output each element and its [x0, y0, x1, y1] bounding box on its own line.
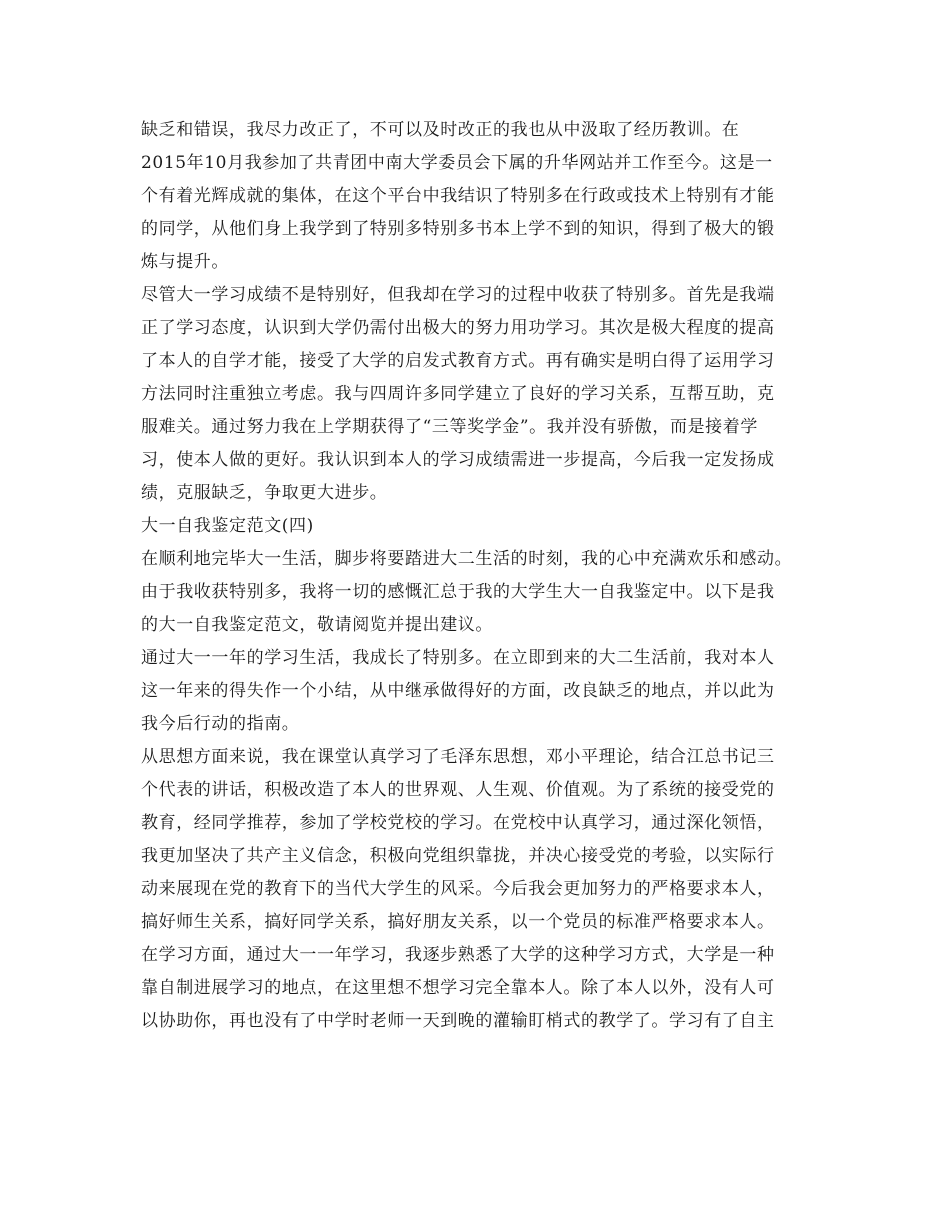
text-line: 个有着光辉成就的集体，在这个平台中我结识了特别多在行政或技术上特别有才能: [141, 186, 775, 206]
text-line: 正了学习态度，认识到大学仍需付出极大的努力用功学习。其次是极大程度的提高: [141, 318, 775, 338]
text-line: 2015年10月我参加了共青团中南大学委员会下属的升华网站并工作至今。这是一: [141, 153, 773, 173]
text-line: 个代表的讲话，积极改造了本人的世界观、人生观、价值观。为了系统的接受党的: [141, 780, 775, 800]
text-line: 绩，克服缺乏，争取更大进步。: [141, 483, 388, 503]
text-line: 我今后行动的指南。: [141, 714, 300, 734]
text-line: 以协助你，再也没有了中学时老师一天到晚的灌输盯梢式的教学了。学习有了自主: [141, 1011, 775, 1031]
text-line: 动来展现在党的教育下的当代大学生的风采。今后我会更加努力的严格要求本人，: [141, 879, 775, 899]
text-line: 方法同时注重独立考虑。我与四周许多同学建立了良好的学习关系，互帮互助，克: [141, 384, 775, 404]
text-line: 教育，经同学推荐，参加了学校党校的学习。在党校中认真学习，通过深化领悟，: [141, 813, 775, 833]
text-line: 在顺利地完毕大一生活，脚步将要踏进大二生活的时刻，我的心中充满欢乐和感动。: [141, 549, 793, 569]
text-line: 由于我收获特别多，我将一切的感慨汇总于我的大学生大一自我鉴定中。以下是我: [141, 582, 775, 602]
text-line: 习，使本人做的更好。我认识到本人的学习成绩需进一步提高，今后我一定发扬成: [141, 450, 775, 470]
text-line: 尽管大一学习成绩不是特别好，但我却在学习的过程中收获了特别多。首先是我端: [141, 285, 775, 305]
text-line: 这一年来的得失作一个小结，从中继承做得好的方面，改良缺乏的地点，并以此为: [141, 681, 775, 701]
text-line: 的大一自我鉴定范文，敬请阅览并提出建议。: [141, 615, 493, 635]
section-heading: 大一自我鉴定范文(四): [141, 516, 314, 536]
text-line: 缺乏和错误，我尽力改正了，不可以及时改正的我也从中汲取了经历教训。在: [141, 120, 740, 140]
text-line: 服难关。通过努力我在上学期获得了“三等奖学金”。我并没有骄傲，而是接着学: [141, 417, 758, 437]
text-line: 我更加坚决了共产主义信念，积极向党组织靠拢，并决心接受党的考验，以实际行: [141, 846, 775, 866]
text-line: 在学习方面，通过大一一年学习，我逐步熟悉了大学的这种学习方式，大学是一种: [141, 945, 775, 965]
text-line: 从思想方面来说，我在课堂认真学习了毛泽东思想，邓小平理论，结合江总书记三: [141, 747, 775, 767]
text-line: 炼与提升。: [141, 252, 229, 272]
document-body: [141, 114, 825, 1038]
text-line: 搞好师生关系，搞好同学关系，搞好朋友关系，以一个党员的标准严格要求本人。: [141, 912, 775, 932]
text-line: 靠自制进展学习的地点，在这里想不想学习完全靠本人。除了本人以外，没有人可: [141, 978, 775, 998]
text-line: 了本人的自学才能，接受了大学的启发式教育方式。再有确实是明白得了运用学习: [141, 351, 775, 371]
text-line: 通过大一一年的学习生活，我成长了特别多。在立即到来的大二生活前，我对本人: [141, 648, 775, 668]
text-line: 的同学，从他们身上我学到了特别多特别多书本上学不到的知识，得到了极大的锻: [141, 219, 775, 239]
